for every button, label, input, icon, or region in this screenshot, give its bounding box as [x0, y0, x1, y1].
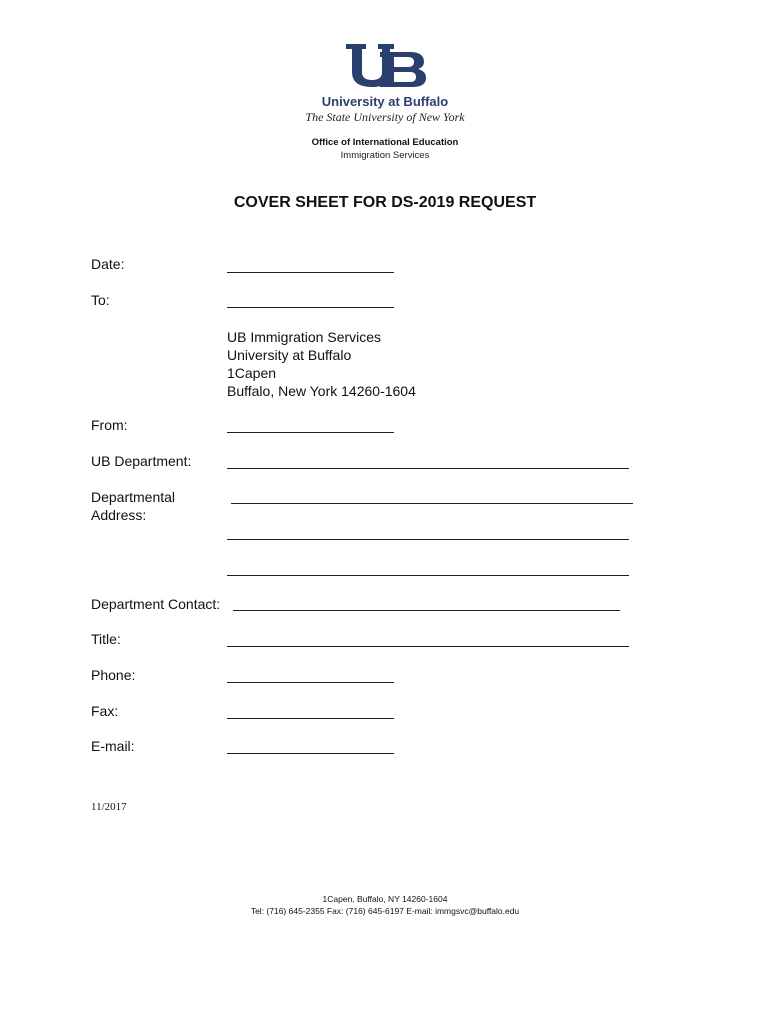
footer-contact: Tel: (716) 645-2355 Fax: (716) 645-6197 E-mail: immgsvc@buffalo.edu	[250, 906, 520, 916]
from-label: From:	[91, 417, 128, 433]
phone-field[interactable]	[227, 682, 394, 683]
ub-logo	[344, 42, 428, 88]
from-field[interactable]	[227, 432, 394, 433]
page-title: COVER SHEET FOR DS-2019 REQUEST	[233, 194, 537, 211]
address-line: UB Immigration Services	[227, 329, 382, 345]
fax-field[interactable]	[227, 718, 394, 719]
to-label: To:	[91, 292, 110, 308]
departmental-address-label	[91, 488, 175, 524]
departmental-address-field-3[interactable]	[227, 575, 629, 576]
services-name: Immigration Services	[340, 150, 430, 161]
email-field[interactable]	[227, 753, 394, 754]
suny-tagline: The State University of New York	[305, 110, 465, 124]
office-name: Office of International Education	[311, 137, 459, 148]
ub-department-field[interactable]	[227, 468, 629, 469]
departmental-address-field-1[interactable]	[231, 503, 633, 504]
address-line: 1Capen	[227, 365, 277, 381]
footer-address: 1Capen, Buffalo, NY 14260-1604	[322, 894, 448, 904]
to-field[interactable]	[227, 307, 394, 308]
revision-date: 11/2017	[91, 801, 127, 813]
phone-label: Phone:	[91, 667, 136, 683]
department-contact-label: Department Contact:	[91, 596, 221, 612]
date-field[interactable]	[227, 272, 394, 273]
departmental-address-field-2[interactable]	[227, 539, 629, 540]
departmental-address-label-line: Address:	[91, 507, 147, 523]
date-label: Date:	[91, 256, 125, 272]
departmental-address-label-line: Departmental	[91, 489, 176, 505]
title-label: Title:	[91, 631, 121, 647]
title-field[interactable]	[227, 646, 629, 647]
department-contact-field[interactable]	[233, 610, 620, 611]
to-address	[227, 328, 416, 400]
email-label: E-mail:	[91, 738, 135, 754]
address-line: Buffalo, New York 14260-1604	[227, 383, 416, 399]
address-line: University at Buffalo	[227, 347, 352, 363]
ub-department-label: UB Department:	[91, 453, 192, 469]
university-name: University at Buffalo	[321, 94, 449, 109]
fax-label: Fax:	[91, 703, 119, 719]
